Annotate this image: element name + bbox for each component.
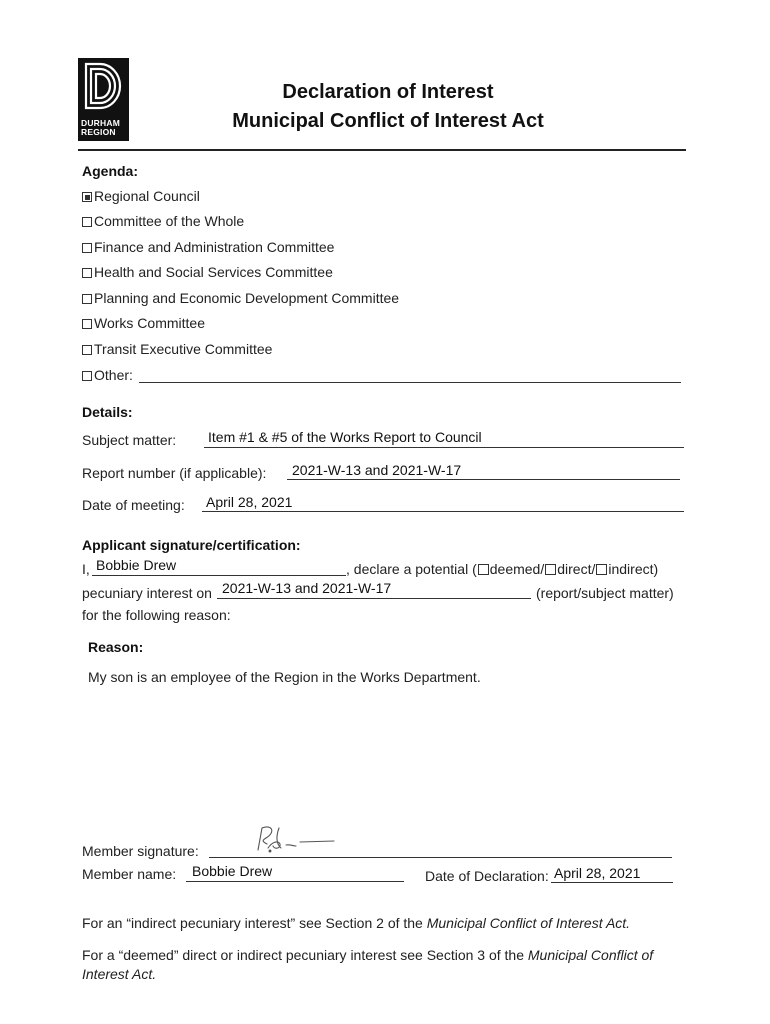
agenda-item-label: Finance and Administration Committee (94, 239, 335, 255)
applicant-name-value[interactable]: Bobbie Drew (96, 557, 177, 573)
other-input-line[interactable] (139, 382, 681, 383)
checkbox[interactable] (82, 371, 92, 381)
deemed-label: deemed/ (489, 561, 545, 577)
details-heading: Details: (82, 404, 133, 420)
agenda-heading: Agenda: (82, 163, 138, 179)
pecuniary-interest-label: pecuniary interest on (82, 585, 212, 601)
date-of-declaration-line (551, 882, 673, 883)
member-name-line (186, 881, 404, 882)
declare-text: , declare a potential ( (346, 561, 477, 577)
agenda-item-other[interactable] (82, 367, 133, 383)
checkbox-direct[interactable] (545, 564, 556, 575)
page-subtitle: Municipal Conflict of Interest Act (232, 110, 544, 132)
pecuniary-interest-value[interactable]: 2021-W-13 and 2021-W-17 (222, 580, 392, 596)
checkbox-deemed[interactable] (478, 564, 489, 575)
checkbox[interactable] (82, 294, 92, 304)
report-subject-matter-text: (report/subject matter) (536, 585, 674, 601)
checkbox-checked[interactable] (82, 192, 92, 202)
subject-matter-label: Subject matter: (82, 432, 177, 448)
handwritten-signature (246, 820, 341, 860)
date-of-meeting-line (202, 511, 684, 512)
logo-text-line1: DURHAM (81, 118, 120, 128)
reason-text[interactable]: My son is an employee of the Region in the Works Department. (88, 669, 481, 685)
act-reference: Municipal Conflict of (527, 947, 654, 963)
date-of-declaration-label: Date of Declaration: (425, 868, 549, 884)
agenda-item-label: Other: (94, 367, 133, 383)
report-number-value[interactable]: 2021-W-13 and 2021-W-17 (292, 462, 462, 478)
checkbox[interactable] (82, 345, 92, 355)
agenda-item-works-committee[interactable] (82, 315, 205, 331)
agenda-item-label: Works Committee (94, 315, 205, 331)
agenda-item-transit-committee[interactable] (82, 341, 272, 357)
indirect-label: indirect) (608, 561, 659, 577)
member-signature-label: Member signature: (82, 843, 199, 859)
member-signature-line[interactable] (209, 857, 672, 858)
member-name-label: Member name: (82, 866, 177, 882)
checkbox[interactable] (82, 217, 92, 227)
logo-text-line2: REGION (81, 127, 116, 137)
report-number-label: Report number (if applicable): (82, 465, 267, 481)
checkbox-indirect[interactable] (596, 564, 607, 575)
agenda-item-label: Committee of the Whole (94, 213, 245, 229)
certification-heading: Applicant signature/certification: (82, 537, 301, 553)
footer-note-indirect (82, 915, 630, 931)
agenda-item-label: Planning and Economic Development Committee (94, 290, 400, 306)
header-divider (78, 149, 686, 151)
agenda-item-regional-council[interactable] (82, 188, 200, 204)
declare-potential-text (346, 561, 658, 577)
subject-matter-value[interactable]: Item #1 & #5 of the Works Report to Council (208, 429, 482, 445)
agenda-item-finance-committee[interactable] (82, 239, 334, 255)
footer-note-deemed-continued: Interest Act. (82, 966, 157, 982)
direct-label: direct/ (557, 561, 596, 577)
checkbox[interactable] (82, 268, 92, 278)
act-reference: Municipal Conflict of Interest Act. (426, 915, 631, 931)
member-name-value[interactable]: Bobbie Drew (192, 863, 273, 879)
agenda-item-committee-of-the-whole[interactable] (82, 213, 244, 229)
report-number-line (287, 479, 680, 480)
footer-note-deemed-text: For a “deemed” direct or indirect pecuniary interest see Section 3 of the (82, 947, 528, 963)
cert-prefix: I, (82, 561, 90, 577)
agenda-item-health-committee[interactable] (82, 264, 333, 280)
agenda-item-label: Transit Executive Committee (94, 341, 273, 357)
agenda-item-label: Health and Social Services Committee (94, 264, 333, 280)
applicant-name-line (92, 575, 346, 576)
agenda-item-planning-committee[interactable] (82, 290, 399, 306)
footer-note-indirect-text: For an “indirect pecuniary interest” see Section 2 of the (82, 915, 427, 931)
checkbox[interactable] (82, 319, 92, 329)
date-of-declaration-value[interactable]: April 28, 2021 (554, 865, 641, 881)
checkbox[interactable] (82, 243, 92, 253)
durham-region-logo (78, 58, 129, 141)
pecuniary-interest-line (217, 598, 531, 599)
date-of-meeting-label: Date of meeting: (82, 497, 185, 513)
subject-matter-line (204, 447, 684, 448)
footer-note-deemed (82, 947, 653, 963)
date-of-meeting-value[interactable]: April 28, 2021 (206, 494, 293, 510)
durham-d-icon (78, 58, 129, 118)
page-title: Declaration of Interest (282, 81, 494, 103)
reason-intro: for the following reason: (82, 607, 231, 623)
reason-heading: Reason: (88, 639, 144, 655)
agenda-item-label: Regional Council (94, 188, 200, 204)
